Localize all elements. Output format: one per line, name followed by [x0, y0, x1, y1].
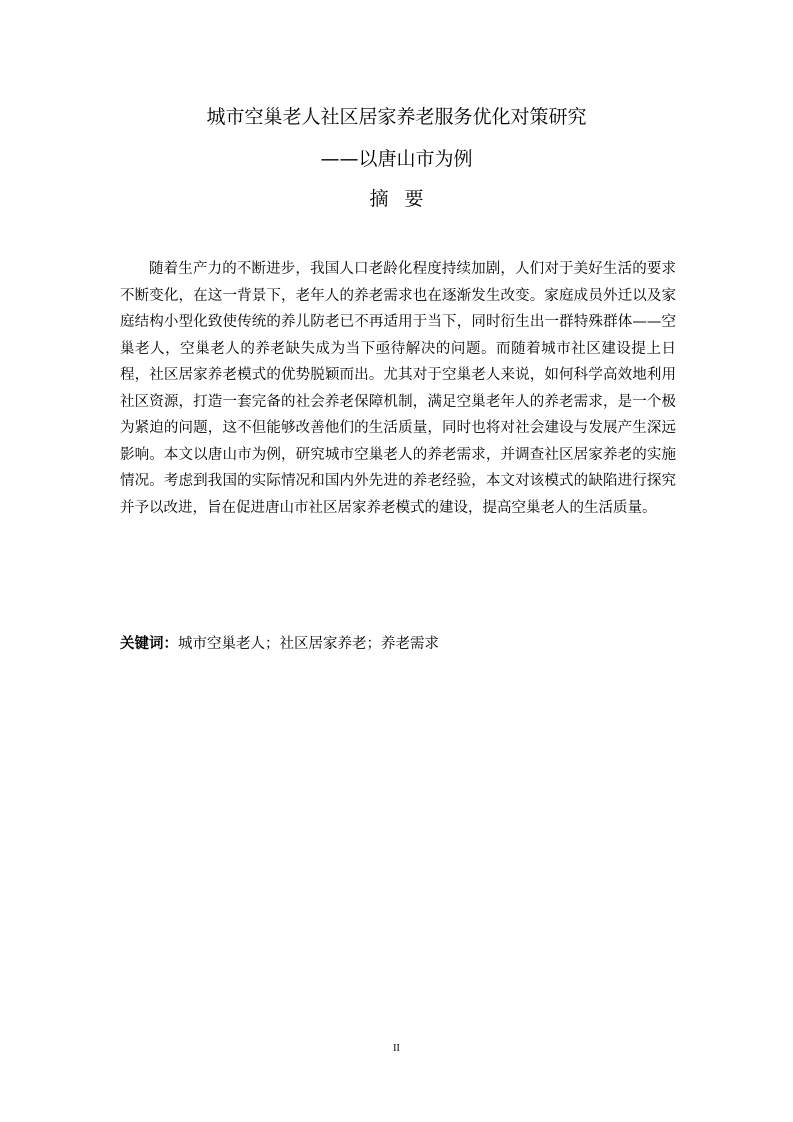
- abstract-paragraph: 随着生产力的不断进步，我国人口老龄化程度持续加剧，人们对于美好生活的要求不断变化，在这一背景下，老年人的养老需求也在逐渐发生改变。家庭成员外迁以及家庭结构小型化致使传统的养儿防老已不再适用于当下，同时衍生出一群特殊群体——空巢老人，空巢老人的养老缺失成为当下亟待解决的问题。而随着城市社区建设提上日程，社区居家养老模式的优势脱颖而出。尤其对于空巢老人来说，如何科学高效地利用社区资源，打造一套完备的社会养老保障机制，满足空巢老年人的养老需求，是一个极为紧迫的问题，这不但能够改善他们的生活质量，同时也将对社会建设与发展产生深远影响。本文以唐山市为例，研究城市空巢老人的养老需求，并调查社区居家养老的实施情况。考虑到我国的实际情况和国内外先进的养老经验，本文对该模式的缺陷进行探究并予以改进，旨在促进唐山市社区居家养老模式的建设，提高空巢老人的生活质量。: [120, 261, 676, 516]
- keywords-line: [120, 631, 676, 657]
- document-title: 城市空巢老人社区居家养老服务优化对策研究: [206, 106, 587, 128]
- section-heading-abstract: 摘要: [369, 188, 440, 210]
- page-number: II: [393, 1043, 400, 1054]
- keywords-text: 城市空巢老人；社区居家养老；养老需求: [178, 636, 439, 652]
- keywords-label: 关键词：: [120, 636, 178, 652]
- document-subtitle: ——以唐山市为例: [320, 148, 473, 170]
